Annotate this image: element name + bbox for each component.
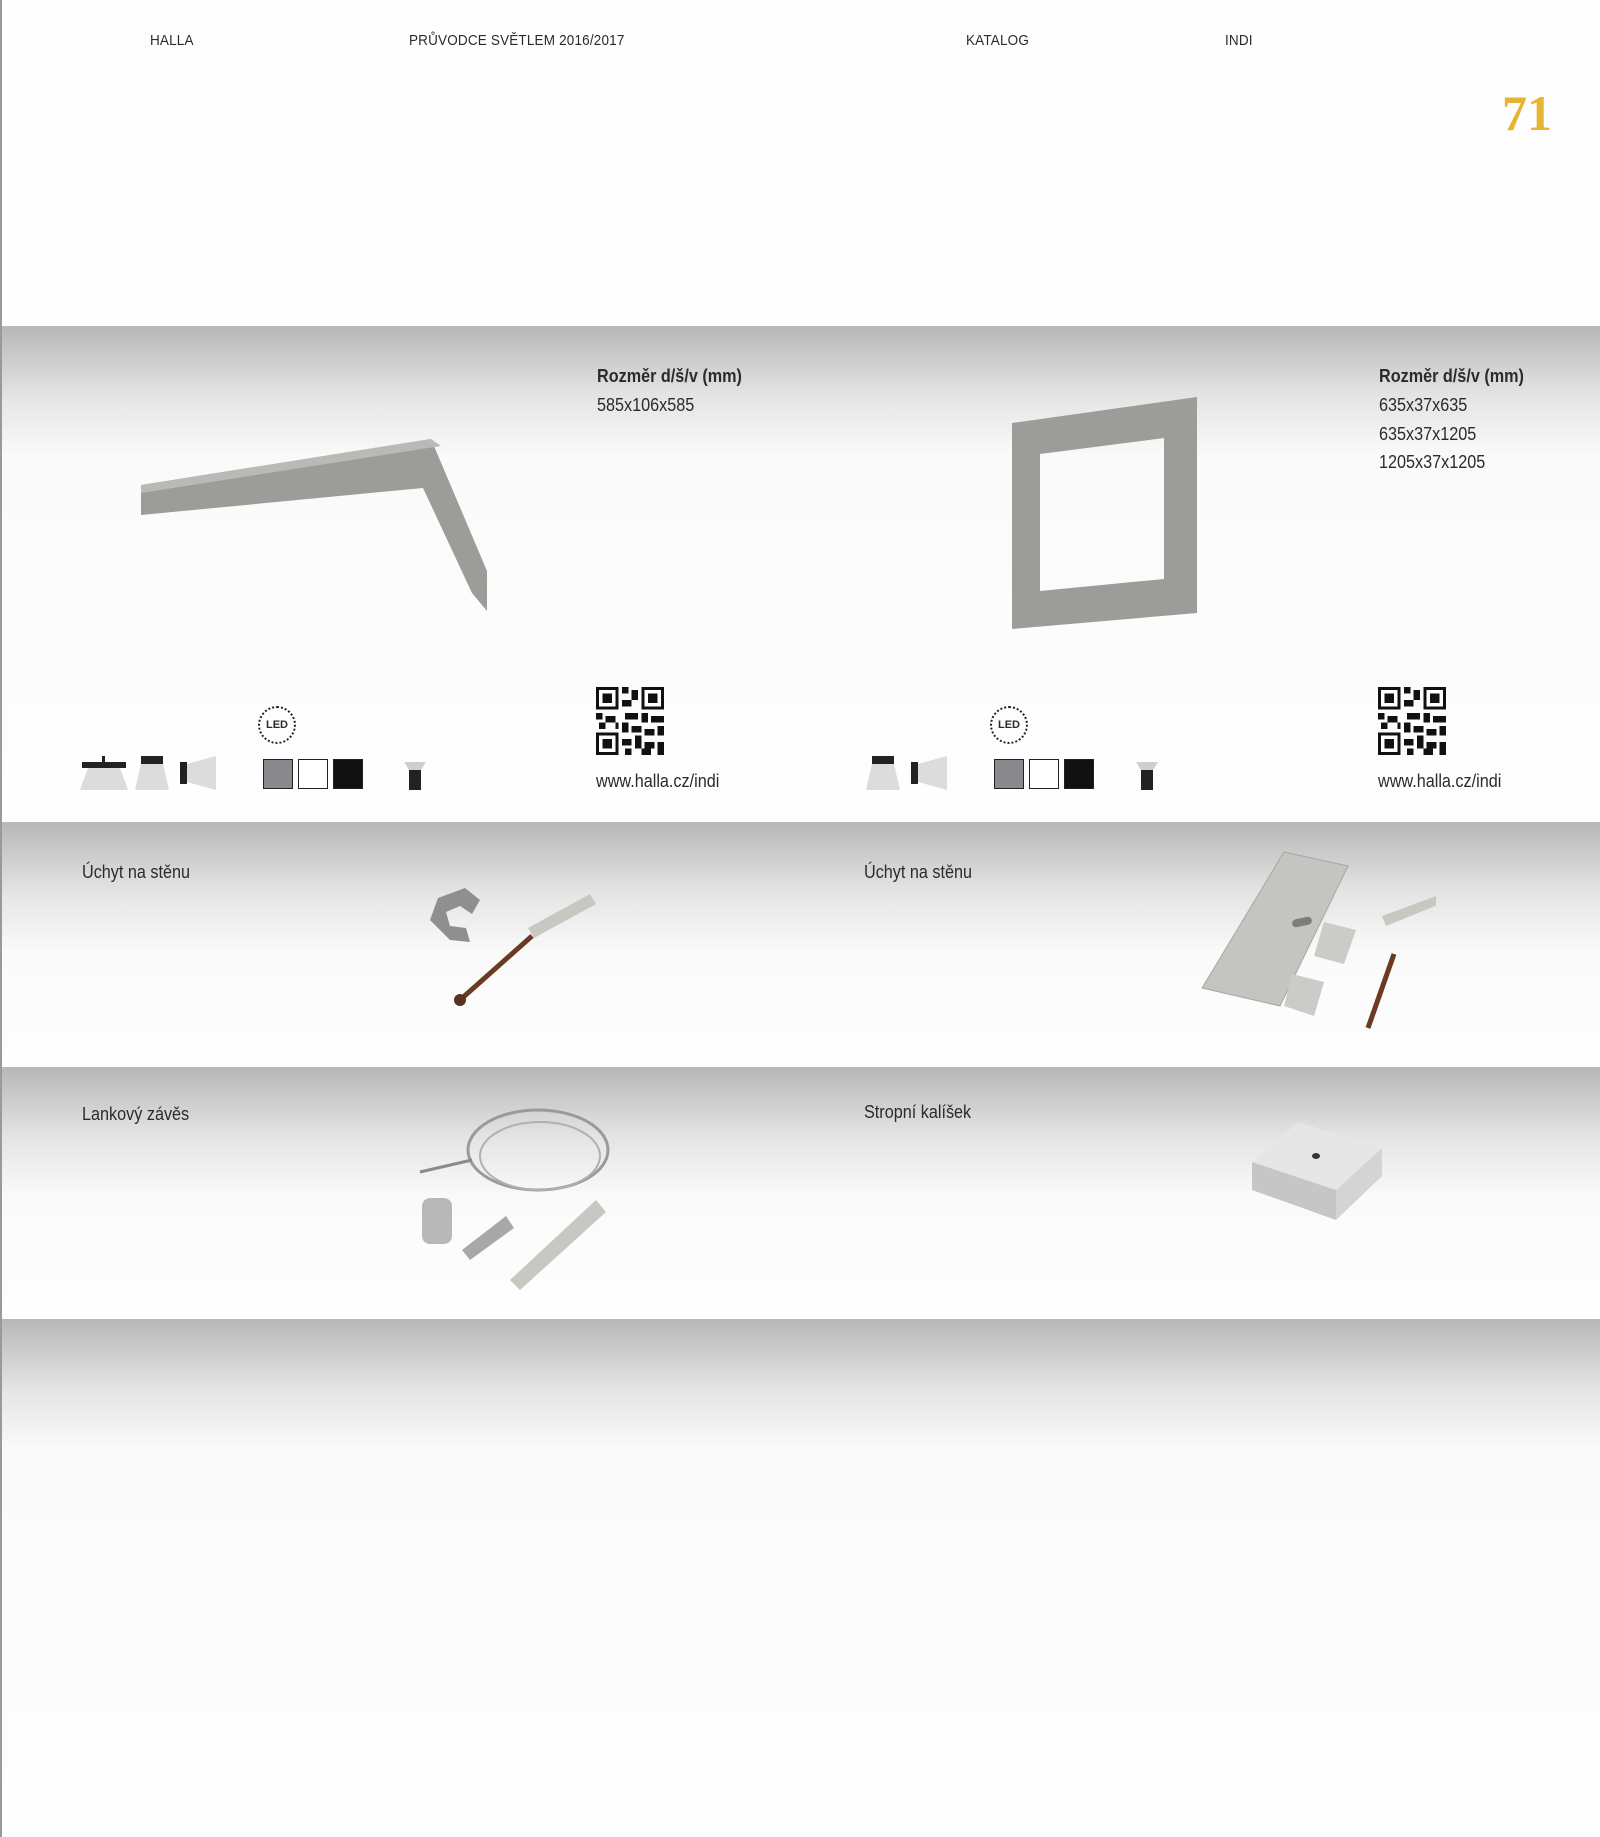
right-dimensions-label: Rozměr d/š/v (mm) <box>1379 366 1524 386</box>
right-dimension-1: 635x37x635 <box>1379 395 1468 415</box>
wall-clip-accessory-image <box>420 880 600 1010</box>
wall-mount-icon <box>911 756 947 790</box>
right-product-url[interactable]: www.halla.cz/indi <box>1378 771 1502 791</box>
wall-mount-icon <box>180 756 216 790</box>
right-dimension-2: 635x37x1205 <box>1379 424 1477 444</box>
color-swatch-black <box>333 759 363 789</box>
page-number: 71 <box>1502 85 1552 141</box>
qr-code[interactable] <box>596 687 664 755</box>
light-source-icon <box>404 762 426 790</box>
wall-plate-accessory-image <box>1196 848 1436 1038</box>
led-icon <box>258 706 296 744</box>
color-swatch-black <box>1064 759 1094 789</box>
accessory-label-ceiling-cup: Stropní kalíšek <box>864 1102 972 1122</box>
color-swatch-grey <box>263 759 293 789</box>
color-swatch-white <box>1029 759 1059 789</box>
ceiling-mount-icon <box>866 756 900 790</box>
suspended-mount-icon <box>80 756 128 790</box>
header-product: INDI <box>1225 32 1253 49</box>
right-dimension-3: 1205x37x1205 <box>1379 452 1486 472</box>
led-icon-label: LED <box>998 719 1020 731</box>
qr-code[interactable] <box>1378 687 1446 755</box>
ceiling-cup-accessory-image <box>1246 1118 1386 1222</box>
accessory-label-wall-clip: Úchyt na stěnu <box>82 862 191 882</box>
left-dimension-1: 585x106x585 <box>597 395 695 415</box>
accessory-label-wall-plate: Úchyt na stěnu <box>864 862 973 882</box>
empty-band <box>2 1319 1600 1837</box>
header-brand: HALLA <box>150 32 194 49</box>
left-product-url[interactable]: www.halla.cz/indi <box>596 771 720 791</box>
led-icon <box>990 706 1028 744</box>
ceiling-mount-icon <box>135 756 169 790</box>
header-guide: PRŮVODCE SVĚTLEM 2016/2017 <box>409 32 625 49</box>
cable-suspension-accessory-image <box>410 1100 610 1290</box>
left-dimensions-label: Rozměr d/š/v (mm) <box>597 366 742 386</box>
light-source-icon <box>1136 762 1158 790</box>
led-icon-label: LED <box>266 719 288 731</box>
square-frame-luminaire-image <box>1010 396 1200 630</box>
color-swatch-grey <box>994 759 1024 789</box>
l-shaped-luminaire-image <box>135 430 495 615</box>
color-swatch-white <box>298 759 328 789</box>
accessory-label-cable-suspension: Lankový závěs <box>82 1104 190 1124</box>
header-section: KATALOG <box>966 32 1030 49</box>
